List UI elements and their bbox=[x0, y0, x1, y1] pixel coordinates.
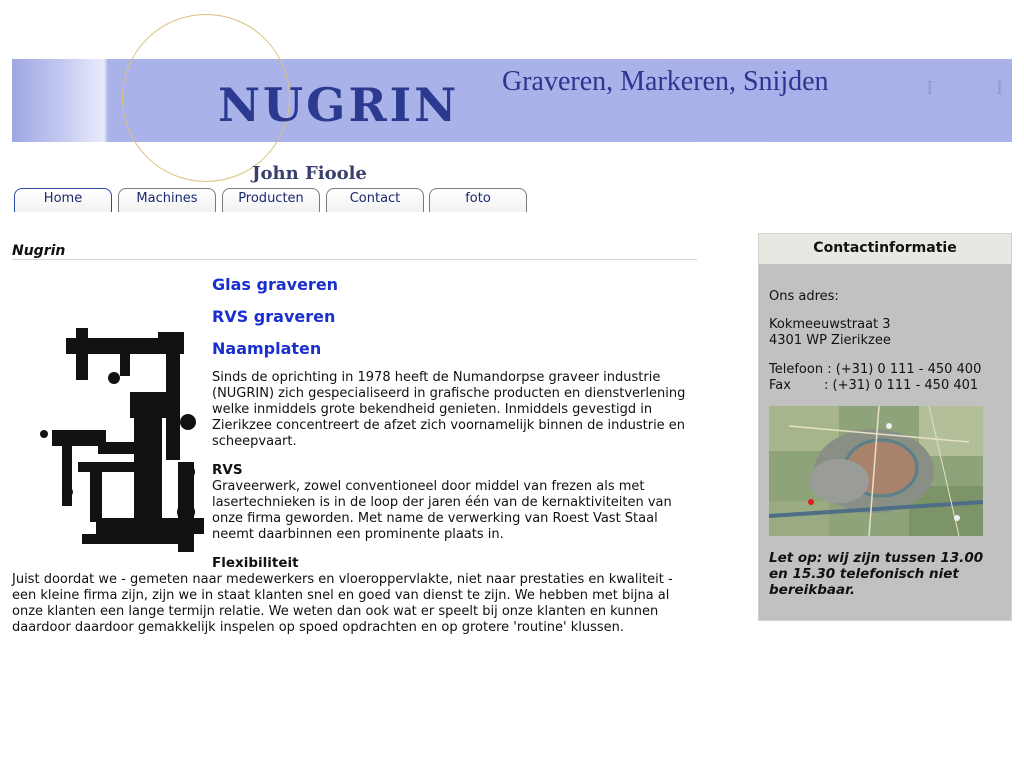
flex-heading: Flexibiliteit bbox=[212, 555, 299, 571]
city: 4301 WP Zierikzee bbox=[769, 333, 891, 348]
rvs-heading: RVS bbox=[212, 462, 243, 478]
brand-logo: NUGRIN bbox=[218, 78, 460, 132]
link-glas-graveren[interactable]: Glas graveren bbox=[212, 275, 339, 294]
location-map[interactable] bbox=[769, 406, 983, 536]
tab-foto[interactable]: foto bbox=[429, 188, 527, 212]
fax: Fax : (+31) 0 111 - 450 401 bbox=[769, 378, 979, 393]
owner-name: John Fioole bbox=[252, 163, 367, 184]
link-naamplaten[interactable]: Naamplaten bbox=[212, 339, 322, 358]
tab-home[interactable]: Home bbox=[14, 188, 112, 212]
intro-paragraph: Sinds de oprichting in 1978 heeft de Numandorpse graveer industrie (NUGRIN) zich gespecialiseerd in grafische producten en dienstverlening welke inmiddels grote bekendheid genieten. Inmiddels gevestigd in Zierikzee concentreert de afzet zich voornamelijk binnen de industrie en scheepvaart. bbox=[212, 370, 686, 449]
phone: Telefoon : (+31) 0 111 - 450 400 bbox=[769, 362, 982, 377]
tab-contact[interactable]: Contact bbox=[326, 188, 424, 212]
street: Kokmeeuwstraat 3 bbox=[769, 317, 891, 332]
contact-sidebar bbox=[758, 233, 1012, 621]
phone-notice: Let op: wij zijn tussen 13.00 en 15.30 telefonisch niet bereikbaar. bbox=[769, 550, 984, 598]
page-title: Nugrin bbox=[12, 243, 66, 259]
rvs-paragraph: Graveerwerk, zowel conventioneel door middel van frezen als met lasertechnieken is in de loop der jaren één van de kernaktiviteiten van onze firma geworden. Met name de verwerking van Roest Vast Staal neemt daarbinnen een prominente plaats in. bbox=[212, 479, 672, 542]
tagline: Graveren, Markeren, Snijden bbox=[502, 66, 829, 97]
tab-producten[interactable]: Producten bbox=[222, 188, 320, 212]
sidebar-heading: Contactinformatie bbox=[759, 234, 1011, 264]
address-label: Ons adres: bbox=[769, 289, 839, 304]
tab-machines[interactable]: Machines bbox=[118, 188, 216, 212]
engraving-machine-image bbox=[38, 322, 210, 558]
divider bbox=[12, 259, 697, 260]
ghost-mark: I bbox=[926, 78, 934, 99]
flex-paragraph: Juist doordat we - gemeten naar medewerkers en vloeroppervlakte, niet naar prestaties en kwaliteit - een kleine firma zijn, zijn we in staat klanten snel en goed van dienst te zijn. We hebben met bijna al onze klanten een lange termijn relatie. We weten dan ook wat er speelt bij onze klanten en kunnen daardoor daardoor gemakkelijk inspelen op spoed opdrachten en op grotere 'routine' klussen. bbox=[12, 572, 673, 635]
ghost-mark: I bbox=[996, 78, 1004, 99]
link-rvs-graveren[interactable]: RVS graveren bbox=[212, 307, 336, 326]
